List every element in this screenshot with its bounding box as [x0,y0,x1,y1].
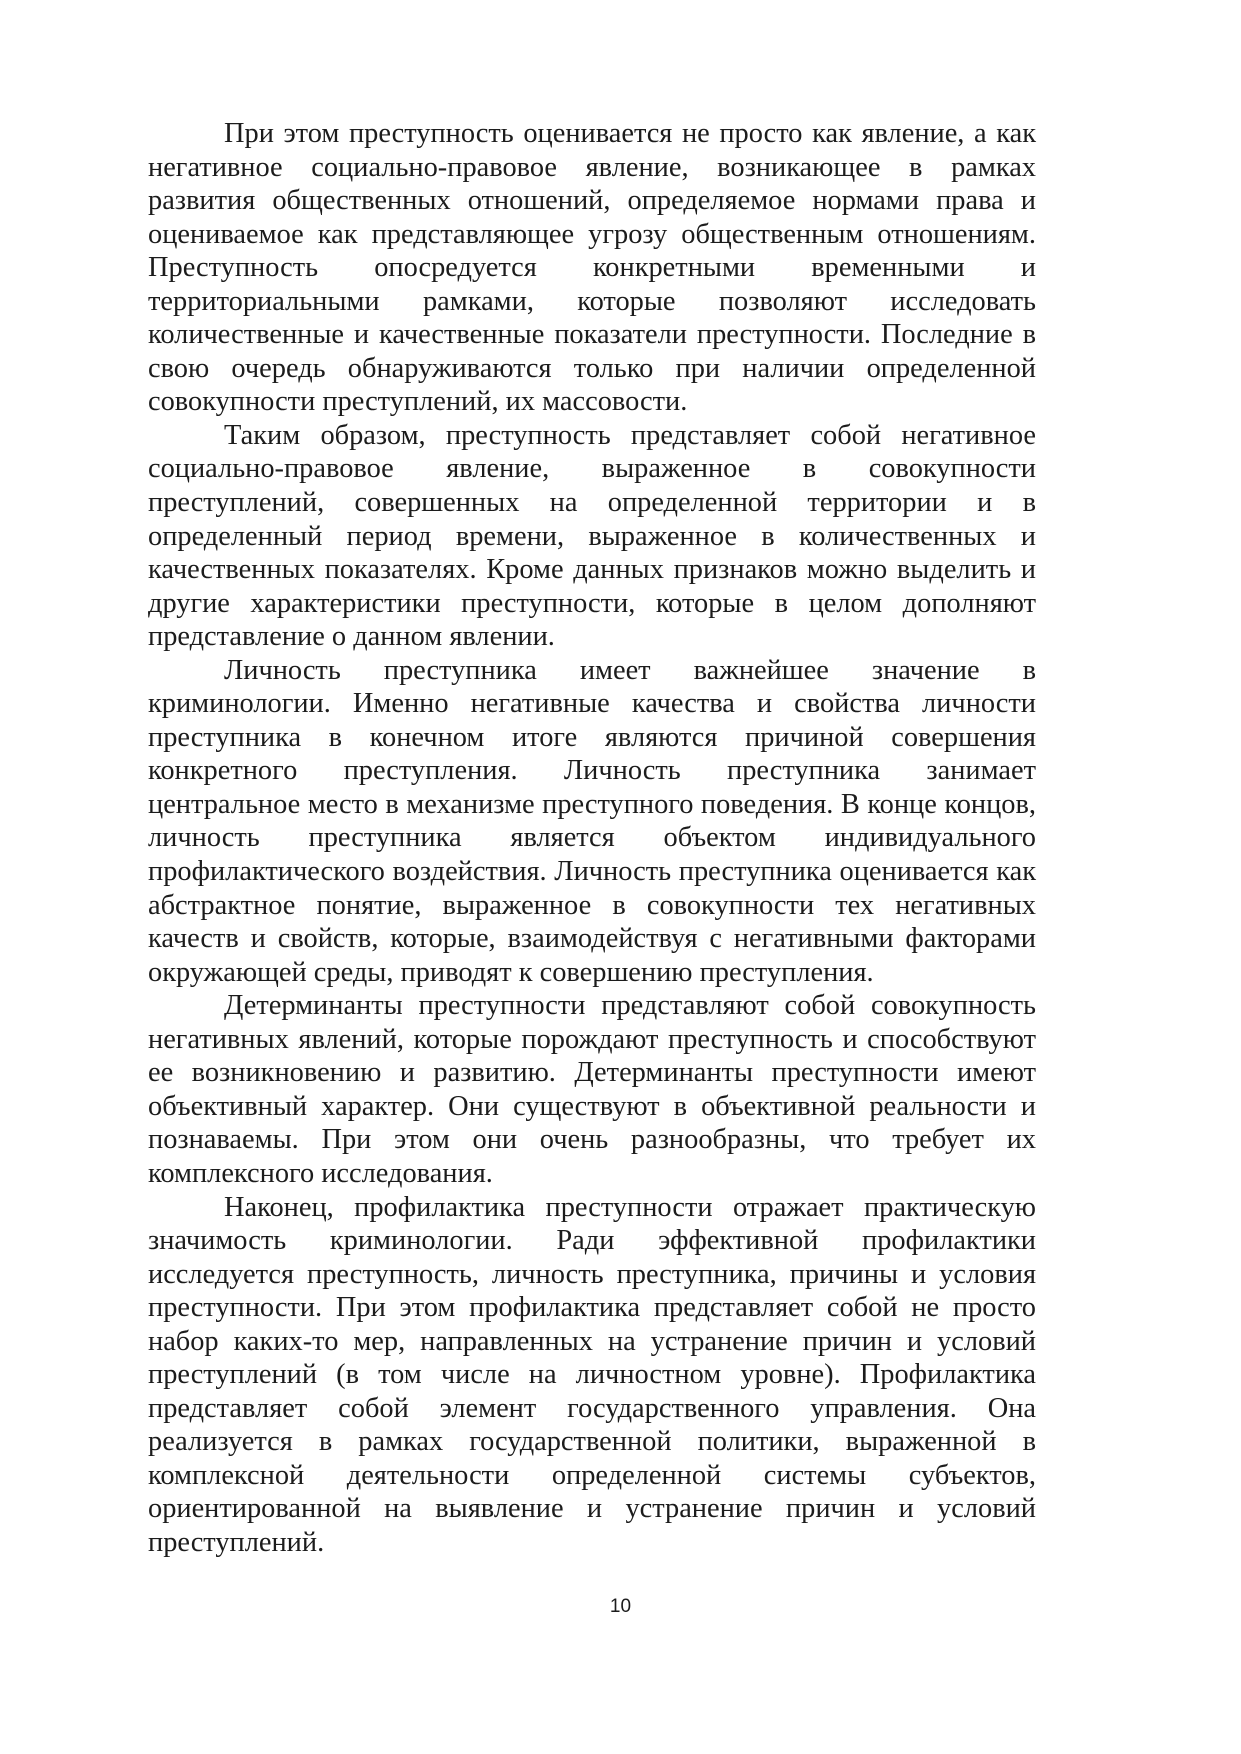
paragraph-crime-prevention: Наконец, профилактика преступности отражает практическую значимость криминологии. Ради эффективной профилактики исследуется преступность, личность преступника, причины и условия преступности. При этом профилактика представляет собой не просто набор каких-то мер, направленных на устранение причин и условий преступлений (в том числе на личностном уровне). Профилактика представляет собой элемент государственного управления. Она реализуется в рамках государственной политики, выраженной в комплексной деятельности определенной системы субъектов, ориентированной на выявление и устранение причин и условий преступлений. [148,1191,1036,1558]
paragraph-offender-personality: Личность преступника имеет важнейшее значение в криминологии. Именно негативные качества и свойства личности преступника в конечном итоге являются причиной совершения конкретного преступления. Личность преступника занимает центральное место в механизме преступного поведения. В конце концов, личность преступника является объектом индивидуального профилактического воздействия. Личность преступника оценивается как абстрактное понятие, выраженное в совокупности тех негативных качеств и свойств, которые, взаимодействуя с негативными факторами окружающей среды, приводят к совершению преступления. [148,654,1036,988]
page-number: 10 [609,1596,632,1617]
paragraph-crime-definition: Таким образом, преступность представляет собой негативное социально-правовое явление, выраженное в совокупности преступлений, совершенных на определенной территории и в определенный период времени, выраженное в количественных и качественных показателях. Кроме данных признаков можно выделить и другие характеристики преступности, которые в целом дополняют представление о данном явлении. [148,419,1036,653]
paragraph-crime-determinants: Детерминанты преступности представляют собой совокупность негативных явлений, которые порождают преступность и способствуют ее возникновению и развитию. Детерминанты преступности имеют объективный характер. Они существуют в объективной реальности и познаваемы. При этом они очень разнообразны, что требует их комплексного исследования. [148,990,1036,1189]
paragraph-crime-assessment: При этом преступность оценивается не просто как явление, а как негативное социально-правовое явление, возникающее в рамках развития общественных отношений, определяемое нормами права и оцениваемое как представляющее угрозу общественным отношениям. Преступность опосредуется конкретными временными и территориальными рамками, которые позволяют исследовать количественные и качественные показатели преступности. Последние в свою очередь обнаруживаются только при наличии определенной совокупности преступлений, их массовости. [148,118,1036,418]
body-text [148,117,1036,1560]
